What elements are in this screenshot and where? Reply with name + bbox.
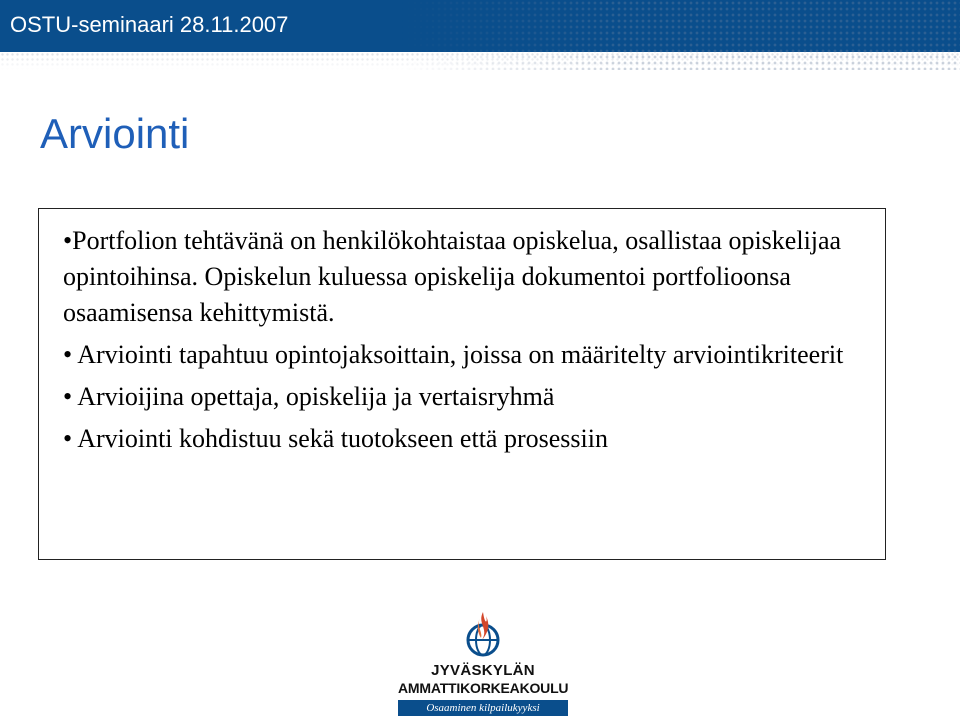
logo-text-line1: JYVÄSKYLÄN [431, 662, 535, 679]
jamk-logo [398, 610, 568, 716]
bullet-item [63, 337, 863, 373]
bullet-text: Arvioijina opettaja, opiskelija ja vertaisryhmä [77, 382, 555, 411]
slide-title: Arviointi [40, 110, 190, 157]
bullet-icon: • [63, 382, 73, 411]
logo-text-line2: AMMATTIKORKEAKOULU [398, 680, 569, 696]
bullet-item [63, 379, 863, 415]
content-box [38, 208, 886, 560]
header-title: OSTU-seminaari 28.11.2007 [10, 12, 289, 37]
logo-slogan: Osaaminen kilpailukyyksi [398, 700, 568, 716]
bullet-icon: • [63, 340, 73, 369]
bullet-icon: • [63, 226, 73, 255]
bullet-text: Portfolion tehtävänä on henkilökohtaistaa opiskelua, osallistaa opiskelijaa opintoihinsa. Opiskelun kuluessa opiskelija dokumentoi portfolioonsa osaamisensa kehittymistä. [63, 226, 842, 327]
bullet-item [63, 421, 863, 457]
bullet-item [63, 223, 863, 331]
header-bar [0, 0, 960, 52]
bullet-text: Arviointi kohdistuu sekä tuotokseen että prosessiin [77, 424, 608, 453]
header-dot-fade [0, 52, 960, 70]
bullet-list [63, 223, 863, 457]
jamk-flame-globe-icon [453, 610, 513, 662]
bullet-icon: • [63, 424, 73, 453]
bullet-text: Arviointi tapahtuu opintojaksoittain, joissa on määritelty arviointikriteerit [77, 340, 844, 369]
